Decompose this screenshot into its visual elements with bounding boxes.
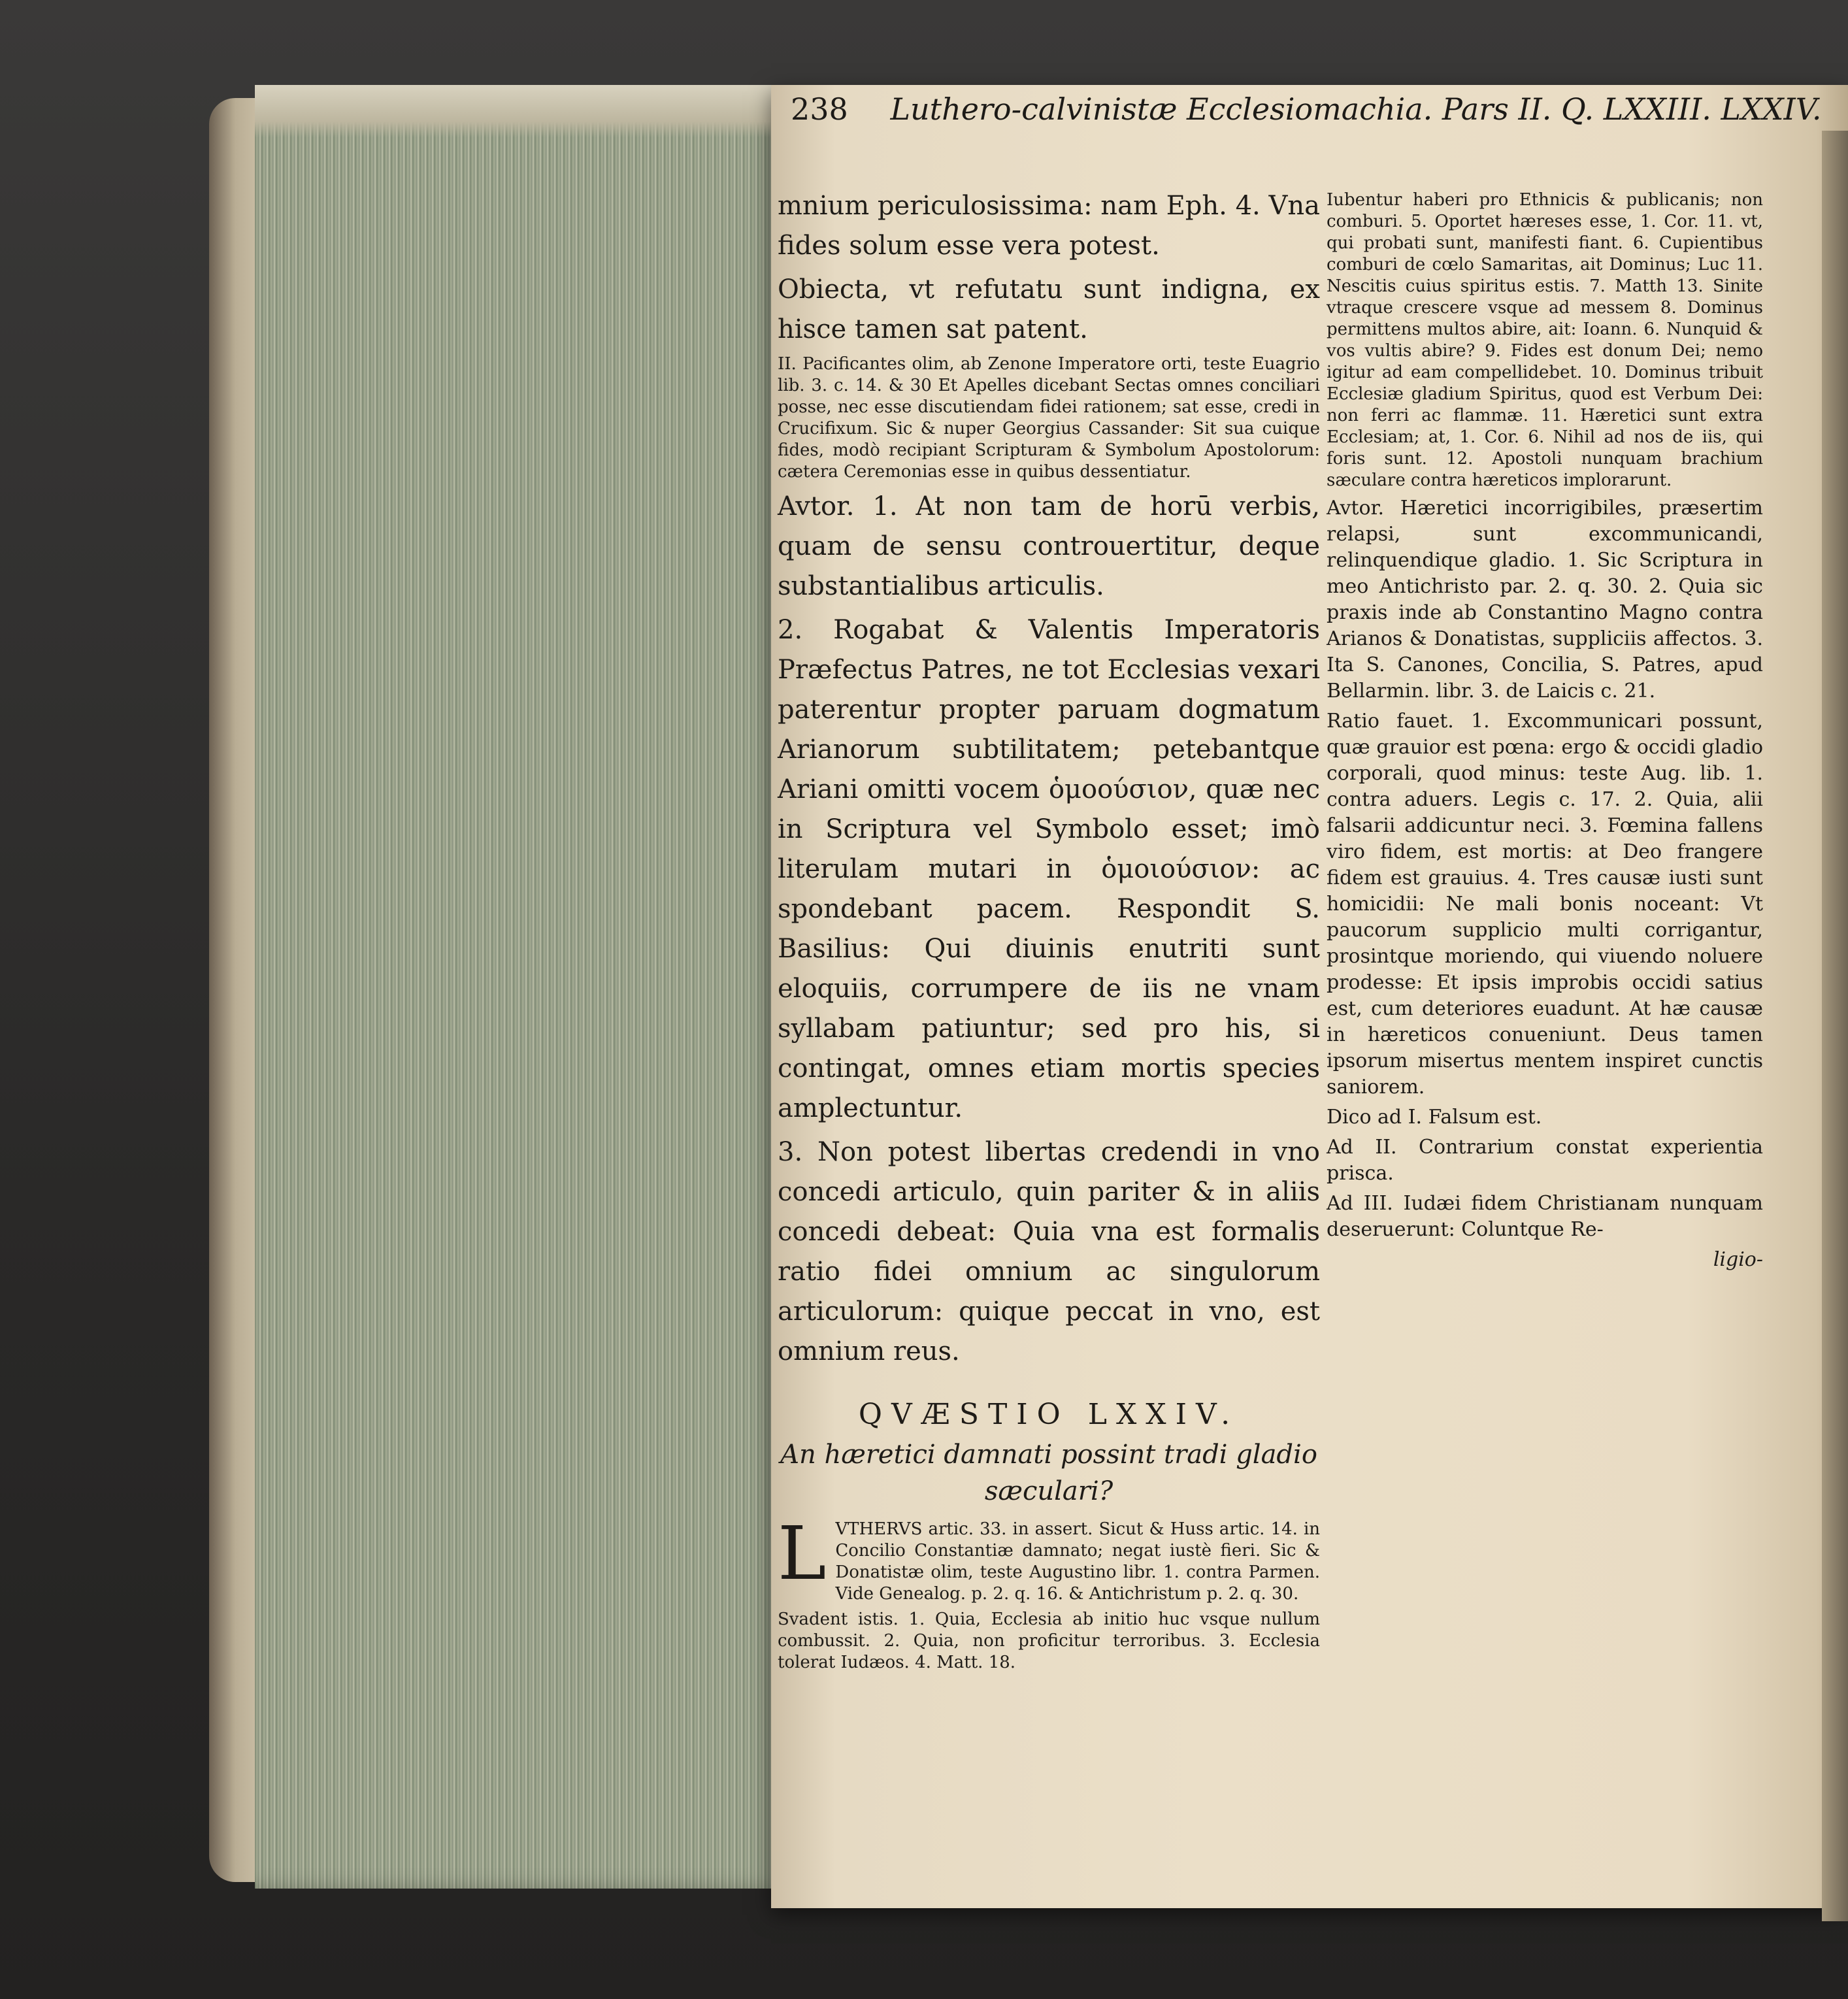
page-edges <box>255 85 784 1889</box>
next-page-edge <box>1822 131 1848 1921</box>
left-column <box>778 186 1320 1677</box>
left-paragraph-4: Avtor. 1. At non tam de horū verbis, quam de sensu controuertitur, deque substantialibus articulis. <box>778 491 1320 601</box>
right-column <box>1327 190 1763 1277</box>
drop-cap: L <box>778 1512 827 1596</box>
left-paragraph-1: mnium periculosissima: nam Eph. 4. Vna fides solum esse vera potest. <box>778 191 1320 261</box>
right-paragraph-3: Ratio fauet. 1. Excommunicari possunt, quæ grauior est pœna: ergo & occidi gladio corporali, quod minus: teste Aug. lib. 1. contra aduers. Legis c. 17. 2. Quia, alii falsarii addicuntur neci. 3. Fœmina fallens viro fidem, est mortis: at Deo frangere fidem est grauius. 4. Tres causæ iusti sunt homicidii: Ne mali bonis noceant: Vt paucorum supplicio multi corrigantur, prosintque moriendo, qui viuendo noluere prodesse: Et ipsis improbis occidi satius est, cum deteriores euadunt. At hæ causæ in hæreticos conueniunt. Deus tamen ipsorum misertus mentem inspiret cunctis saniorem. <box>1327 710 1763 1099</box>
question-title: QVÆSTIO LXXIV. <box>858 1398 1240 1431</box>
running-title: Luthero-calvinistæ Ecclesiomachia. Pars II. Q. LXXIII. LXXIV. <box>890 91 1822 127</box>
left-paragraph-3: II. Pacificantes olim, ab Zenone Imperatore orti, teste Euagrio lib. 3. c. 14. & 30 Et Apelles dicebant Sectas omnes conciliari posse, nec esse discutiendam fidei rationem; sat esse, credi in Crucifixum. Sic & nuper Georgius Cassander: Sit sua cuique fides, modò recipiant Scripturam & Symbolum Apostolorum: cætera Ceremonias esse in quibus dessentiatur. <box>778 354 1320 482</box>
right-paragraph-6: Ad III. Iudæi fidem Christianam nunquam deseruerunt: Coluntque Re- <box>1327 1192 1763 1241</box>
running-header <box>791 91 1822 127</box>
left-paragraph-6: 3. Non potest libertas credendi in vno concedi articulo, quin pariter & in aliis concedi debeat: Quia vna est formalis ratio fidei omnium ac singulorum articulorum: quique peccat in vno, est omnium reus. <box>778 1137 1320 1366</box>
left-paragraph-8: Svadent istis. 1. Quia, Ecclesia ab initio huc vsque nullum combussit. 2. Quia, non proficitur terroribus. 3. Ecclesia tolerat Iudæos. 4. Matt. 18. <box>778 1610 1320 1672</box>
left-paragraph-7-text: VTHERVS artic. 33. in assert. Sicut & Huss artic. 14. in Concilio Constantiæ damnato; negat iustè fieri. Sic & Donatistæ olim, teste Augustino libr. 1. contra Parmen. Vide Genealog. p. 2. q. 16. & Antichristum p. 2. q. 30. <box>835 1519 1320 1604</box>
right-paragraph-5: Ad II. Contrarium constat experientia prisca. <box>1327 1136 1763 1185</box>
left-paragraph-5: 2. Rogabat & Valentis Imperatoris Præfectus Patres, ne tot Ecclesias vexari paterentur propter paruam dogmatum Arianorum subtilitatem; petebantque Ariani omitti vocem ὁμοούσιον, quæ nec in Scriptura vel Symbolo esset; imò literulam mutari in ὁμοιούσιον: ac spondebant pacem. Respondit S. Basilius: Qui diuinis enutriti sunt eloquiis, corrumpere de iis ne vnam syllabam patiuntur; sed pro his, si contingat, omnes etiam mortis species amplectuntur. <box>778 615 1320 1123</box>
right-paragraph-4: Dico ad I. Falsum est. <box>1327 1106 1542 1129</box>
left-paragraph-2: Obiecta, vt refutatu sunt indigna, ex hisce tamen sat patent. <box>778 274 1320 344</box>
page-edges-top <box>255 85 784 137</box>
left-paragraph-7 <box>778 1512 1320 1605</box>
right-paragraph-2: Avtor. Hæretici incorrigibiles, præsertim relapsi, sunt excommunicandi, relinquendique gladio. 1. Sic Scriptura in meo Antichristo par. 2. q. 30. 2. Quia sic praxis inde ab Constantino Magno contra Arianos & Donatistas, suppliciis affectos. 3. Ita S. Canones, Concilia, S. Patres, apud Bellarmin. libr. 3. de Laicis c. 21. <box>1327 497 1763 702</box>
catchword: ligio- <box>1713 1248 1763 1271</box>
page-number: 238 <box>791 91 848 127</box>
right-paragraph-1: Iubentur haberi pro Ethnicis & publicanis; non comburi. 5. Oportet hæreses esse, 1. Cor. 11. vt, qui probati sunt, manifesti fiant. 6. Cupientibus comburi de cœlo Samaritas, ait Dominus; Luc 11. Nescitis cuius spiritus estis. 7. Matth 13. Sinite vtraque crescere vsque ad messem 8. Dominus permittens multos abire, ait: Ioann. 6. Nunquid & vos vultis abire? 9. Fides est donum Dei; nemo igitur ad eam compellidebet. 10. Dominus tribuit Ecclesiæ gladium Spiritus, quod est Verbum Dei: non ferri ac flammæ. 11. Hæretici sunt extra Ecclesiam; at, 1. Cor. 6. Nihil ad nos de iis, qui foris sunt. 12. Apostoli nunquam brachium sæculare contra hæreticos implorarunt. <box>1327 190 1763 490</box>
question-subtitle: An hæretici damnati possint tradi gladio sæculari? <box>780 1440 1317 1506</box>
